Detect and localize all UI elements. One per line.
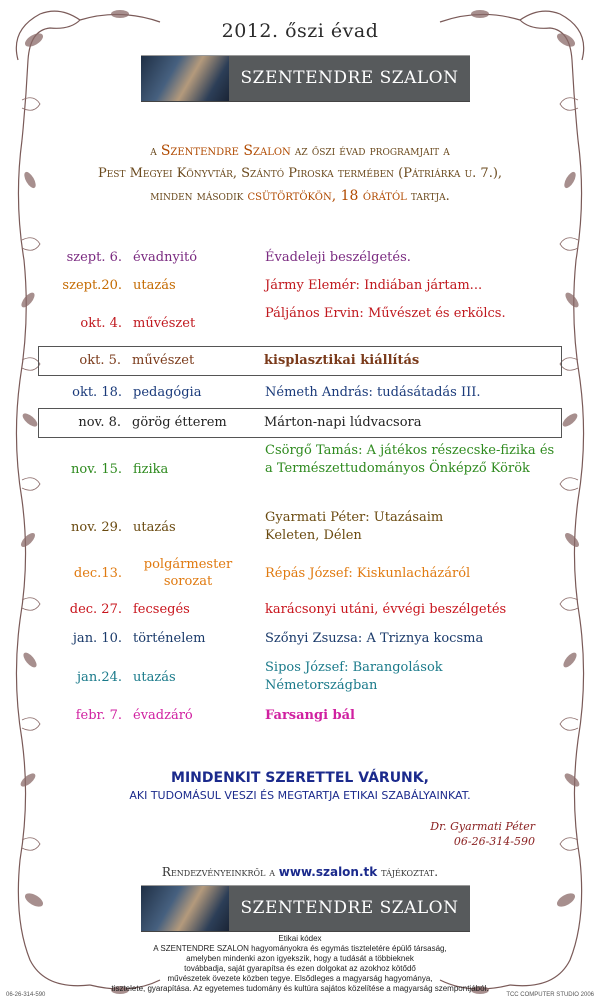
- schedule-row: [40, 442, 560, 498]
- event-title: Gyarmati Péter: Utazásaim Keleten, Délen: [265, 510, 444, 543]
- website-info: Rendezvényeinkről a www.szalon.tk tájékoztat.: [161, 865, 439, 879]
- event-title: Páljános Ervin: Művészet és erkölcs.: [265, 306, 506, 321]
- intro-highlight-name: Szentendre Szalon: [160, 143, 291, 159]
- schedule-row: [40, 248, 560, 268]
- event-date: szept. 6.: [66, 250, 122, 265]
- website-link[interactable]: www.szalon.tk: [278, 865, 378, 879]
- event-date: nov. 29.: [71, 520, 122, 535]
- event-category: évadzáró: [133, 708, 193, 723]
- event-date: jan. 10.: [72, 631, 122, 646]
- schedule-row: [40, 305, 560, 343]
- event-category: történelem: [133, 631, 206, 646]
- welcome-text: MINDENKIT SZERETTEL VÁRUNK,: [171, 770, 429, 786]
- schedule-row: [40, 382, 560, 404]
- event-category: fizika: [133, 462, 169, 477]
- event-title: karácsonyi utáni, évvégi beszélgetés: [265, 602, 507, 617]
- signature-name: Dr. Gyarmati Péter: [430, 820, 535, 833]
- signature-phone: 06-26-314-590: [453, 835, 535, 848]
- event-title: Évadeleji beszélgetés.: [265, 250, 411, 265]
- schedule-row-highlighted: [38, 408, 562, 438]
- handshake-image: [141, 886, 229, 931]
- schedule-row: [40, 556, 560, 592]
- event-date: dec.13.: [73, 566, 122, 581]
- event-date: okt. 4.: [80, 316, 122, 331]
- banner-text: SZENTENDRE SZALON: [240, 898, 459, 918]
- event-category: művészet: [133, 316, 196, 331]
- event-title: Márton-napi lúdvacsora: [264, 415, 422, 430]
- event-category: utazás: [133, 520, 176, 535]
- schedule-row: [40, 628, 560, 650]
- event-title: Sipos József: Barangolások Németországban: [265, 660, 443, 693]
- top-banner: [141, 55, 470, 102]
- event-category: görög étterem: [132, 415, 227, 430]
- schedule-row: [40, 509, 560, 547]
- ethics-code-title: Etikai kódex: [278, 934, 322, 943]
- event-date: jan.24.: [77, 670, 122, 685]
- event-title: Németh András: tudásátadás III.: [265, 385, 481, 400]
- event-date: okt. 18.: [72, 385, 122, 400]
- corner-phone: 06-26-314-590: [6, 992, 46, 998]
- schedule-row-highlighted: [38, 346, 562, 376]
- page-title: 2012. őszi évad: [221, 20, 379, 42]
- event-title: Szőnyi Zsuzsa: A Triznya kocsma: [265, 631, 484, 646]
- intro-highlight-time: csütörtökön, 18 órától: [247, 188, 407, 204]
- event-title: Csörgő Tamás: A játékos részecske-fizika és a Természettudományos Önképző Körök: [265, 443, 555, 476]
- event-date: febr. 7.: [75, 708, 122, 723]
- event-category: polgármester sorozat: [143, 557, 233, 589]
- rules-note: AKI TUDOMÁSUL VESZI ÉS MEGTARTJA ETIKAI SZABÁLYAINKAT.: [129, 789, 471, 802]
- event-date: nov. 8.: [78, 415, 121, 430]
- intro-text: a Szentendre Szalon az őszi évad programjait a Pest Megyei Könyvtár, Szántó Piroska termében (Pátriárka u. 7.), minden második csütörtökön, 18 órától tartja.: [97, 143, 503, 204]
- ethics-code: Etikai kódex A SZENTENDRE SZALON hagyományokra és egymás tiszteletére épülő társaság, amelyben mindenki azon igyekszik, hogy a tudását a többieknek továbbadja, saját gyarapítsa és ezen dolgokat az azokhoz kötődő művészetek övezete közben tegye. Elsődleges a magyarság hagyománya, tisztelete, gyarapítása. Az egyetemes tudomány és kultúra sajátos közelítése a magyarság szempontjából.: [40, 934, 560, 994]
- schedule-row: [40, 705, 560, 727]
- event-category: utazás: [133, 670, 176, 685]
- event-title: Jármy Elemér: Indiában jártam...: [265, 278, 483, 293]
- schedule-row: [40, 276, 560, 296]
- event-date: dec. 27.: [69, 602, 122, 617]
- event-date: nov. 15.: [71, 462, 122, 477]
- event-title: kisplasztikai kiállítás: [264, 353, 420, 368]
- event-title: Répás József: Kiskunlacházáról: [265, 566, 471, 581]
- event-date: okt. 5.: [79, 353, 121, 368]
- event-category: fecsegés: [133, 602, 190, 617]
- banner-text: SZENTENDRE SZALON: [240, 68, 459, 88]
- event-date: szept.20.: [62, 278, 122, 293]
- event-category: művészet: [132, 353, 195, 368]
- event-category: pedagógia: [133, 385, 202, 400]
- bottom-banner: [141, 885, 470, 932]
- handshake-image: [141, 56, 229, 101]
- corner-credit: TCC COMPUTER STUDIO 2006: [506, 992, 594, 998]
- schedule-row: [40, 599, 560, 621]
- event-title: Farsangi bál: [265, 708, 355, 723]
- event-category: évadnyitó: [133, 250, 198, 265]
- event-category: utazás: [133, 278, 176, 293]
- schedule-row: [40, 659, 560, 697]
